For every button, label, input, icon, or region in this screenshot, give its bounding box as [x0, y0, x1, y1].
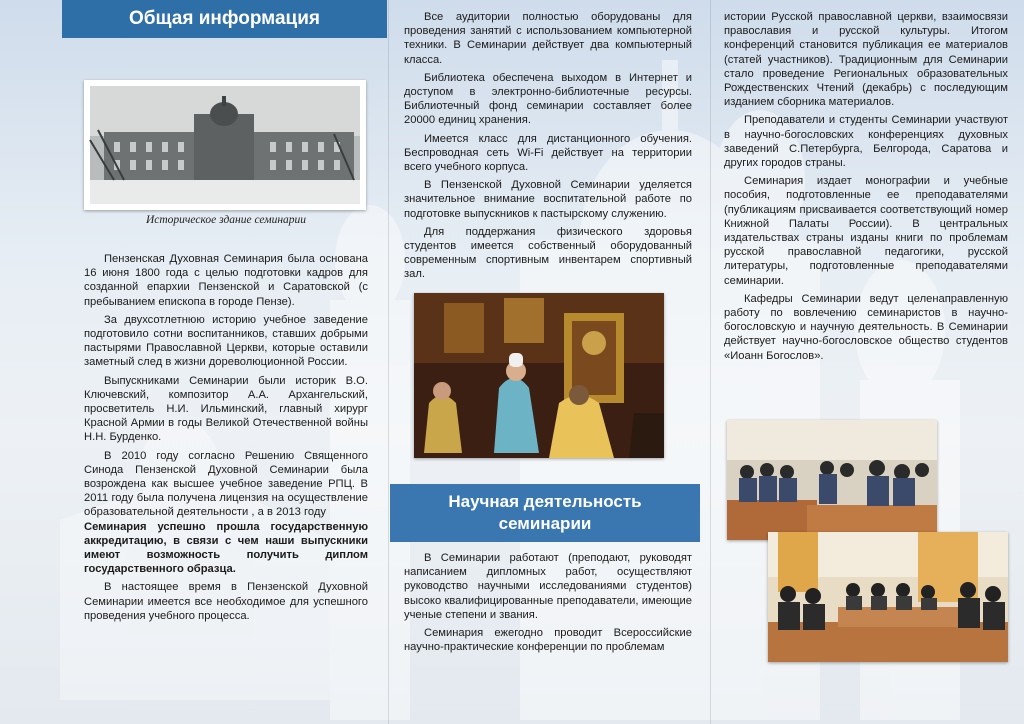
paragraph-revival: В 2010 году согласно Решению Священного Синода Пензенской Духовной Семинарии была возрождена как высшее учебное заведение РПЦ. В 2011 году была получена лицензия на осуществление образовательной деятельности , а в 2013 году	[84, 449, 368, 519]
paragraph-education-work: В Пензенской Духовной Семинарии уделяется значительное внимание воспитательной работе по подготовке выпускников к пастырскому служению.	[404, 179, 692, 220]
science-section-header	[390, 484, 700, 542]
column-science-activity	[724, 10, 1008, 367]
paragraph-participation: Преподаватели и студенты Семинарии участвуют в научно-богословских конференциях духовных заведений С.Петербурга, Белгорода, Саратова и других городов страны.	[724, 114, 1008, 170]
church-service-photo	[414, 293, 664, 458]
paragraph-library: Библиотека обеспечена выходом в Интернет и доступом в электронно-библиотечные ресурсы. Библиотечный фонд семинарии составляет более 20000 единиц хранения.	[404, 71, 692, 127]
paragraph-accreditation: Семинария успешно прошла государственную аккредитацию, в связи с чем наши выпускники имеют возможность получить диплом государственного образца.	[84, 520, 368, 576]
paragraph-founding: Пензенская Духовная Семинария была основана 16 июня 1800 года с целью подготовки кадров для созданной епархии Пензенской и Саратовской (с пребыванием епископа в городе Пензе).	[84, 253, 368, 308]
historic-building-photo	[84, 80, 366, 210]
column-facilities	[404, 10, 692, 286]
paragraph-present: В настоящее время в Пензенской Духовной Семинарии имеется все необходимое для успешного проведения учебного процесса.	[84, 581, 368, 622]
paragraph-distance-learning: Имеется класс для дистанционного обучения. Беспроводная сеть Wi-Fi действует на территории всего учебного корпуса.	[404, 132, 692, 174]
conference-photo-1	[727, 420, 937, 540]
general-info-header: Общая информация	[62, 0, 387, 38]
paragraph-conference-topics: истории Русской православной церкви, взаимосвязи православия и русской культуры. Итогом конференций становится публикация ее материалов (статей участников). Традиционным для Семинарии стало проведение Региональных образовательных Рождественских Чтений (декабрь) с последующим изданием сборника материалов.	[724, 11, 1008, 109]
paragraph-publications: Семинария издает монографии и учебные пособия, подготовленные ее преподавателями (публикациям присваивается соответствующий номер Книжной Палаты России). В центральных издательствах страны изданы книги по проблемам русской православной педагогики, русской литературы, подготовленные преподавателями семинарии.	[724, 175, 1008, 287]
conference-photo-2	[768, 532, 1008, 662]
paragraph-classrooms: Все аудитории полностью оборудованы для проведения занятий с использованием компьютерной техники. В Семинарии действует два компьютерный класса.	[404, 11, 692, 66]
fold-line-left	[388, 0, 389, 724]
paragraph-history: За двухсотлетнюю историю учебное заведение подготовило сотни воспитанников, ставших добрыми пастырями Православной Церкви, которые оставили заметный след в жизни дореволюционной России.	[84, 313, 368, 369]
paragraph-departments: Кафедры Семинарии ведут целенаправленную работу по вовлечению семинаристов в научно-богословскую и научную деятельность. В Семинарии действует научно-богословское общество студентов «Иоанн Богослов».	[724, 292, 1008, 362]
column-general-info	[84, 252, 368, 627]
fold-line-right	[710, 0, 711, 724]
science-header-line2: семинарии	[498, 514, 592, 533]
science-header-line1: Научная деятельность	[448, 492, 642, 511]
paragraph-teachers: В Семинарии работают (преподают, руководят написанием дипломных работ, осуществляют руководство научными исследованиями студентов) высоко квалифицированные преподаватели, имеющие ученые степени и звания.	[404, 552, 692, 621]
paragraph-conferences: Семинария ежегодно проводит Всероссийские научно-практические конференции по проблемам	[404, 627, 692, 654]
paragraph-sport: Для поддержания физического здоровья студентов имеется собственный оборудованный современным спортивным инвентарем спортивный зал.	[404, 225, 692, 281]
column-science-intro	[404, 551, 692, 654]
paragraph-graduates: Выпускниками Семинарии были историк В.О. Ключевский, композитор А.А. Архангельский, просветитель Н.И. Ильминский, главный хирург Красной Армии в годы Великой Отечественной войны Н.Н. Бурденко.	[84, 374, 368, 444]
photo-caption: Историческое здание семинарии	[145, 214, 307, 226]
